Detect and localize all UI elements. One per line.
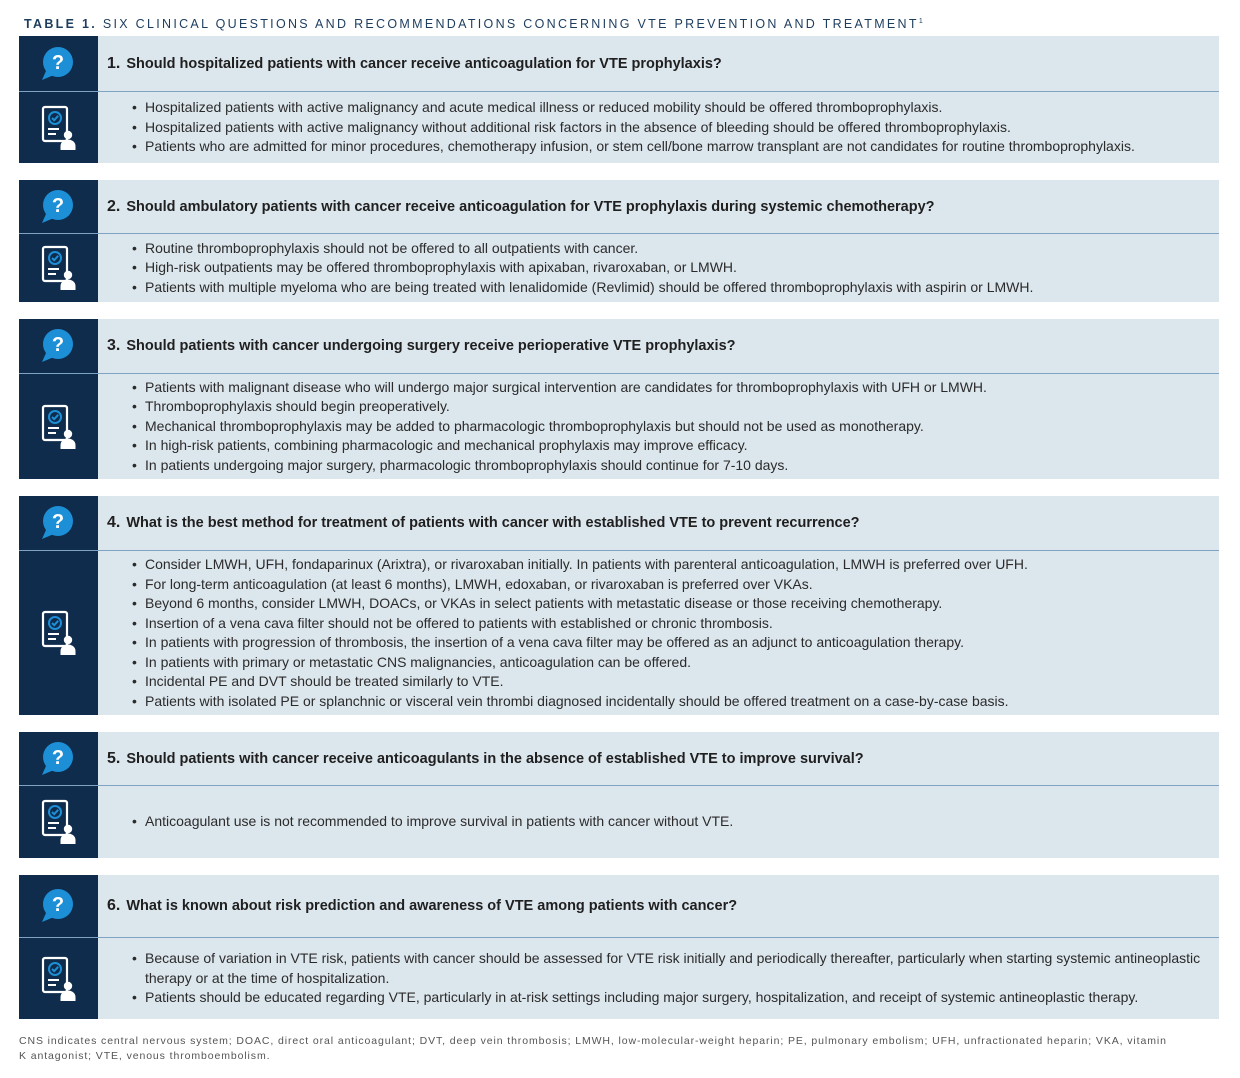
question-text: 2. Should ambulatory patients with cancer receive anticoagulation for VTE prophylaxis during systemic chemotherapy? [107,197,935,215]
question-row [19,496,1219,551]
recommendation-row [19,786,1219,858]
recommendation-item: • Hospitalized patients with active malignancy and acute medical illness or reduced mobility should be offered thromboprophylaxis. [132,98,1213,118]
recommendation-item: • In patients undergoing major surgery, pharmacologic thromboprophylaxis should continue for 7-10 days. [132,456,1213,476]
table-label: TABLE 1. [24,17,98,31]
recommendation-list [132,378,1213,476]
clipboard-patient-icon [19,938,98,1019]
clipboard-patient-icon [19,786,98,858]
recommendation-item: • In high-risk patients, combining pharmacologic and mechanical prophylaxis may improve efficacy. [132,436,1213,456]
recommendation-item: • Patients with multiple myeloma who are being treated with lenalidomide (Revlimid) should be offered thromboprophylaxis with aspirin or LMWH. [132,278,1213,298]
recommendation-item: • Hospitalized patients with active malignancy without additional risk factors in the absence of bleeding should be offered thromboprophylaxis. [132,118,1213,138]
recommendation-item: • Anticoagulant use is not recommended to improve survival in patients with cancer without VTE. [132,812,1213,832]
recommendation-item: • Thromboprophylaxis should begin preoperatively. [132,397,1213,417]
clipboard-patient-icon [19,374,98,479]
recommendation-row [19,234,1219,302]
svg-text:?: ? [51,51,64,74]
recommendation-item: • Patients with malignant disease who will undergo major surgical intervention are candidates for thromboprophylaxis with UFH or LMWH. [132,378,1213,398]
question-text: 6. What is known about risk prediction and awareness of VTE among patients with cancer? [107,897,738,914]
question-bubble-icon [19,36,98,91]
svg-text:?: ? [51,334,64,356]
question-block-5 [19,732,1219,858]
recommendation-item: • Beyond 6 months, consider LMWH, DOACs, or VKAs in select patients with metastatic disease or those receiving chemotherapy. [132,594,1213,614]
question-block-1 [19,36,1219,163]
svg-text:?: ? [51,194,64,217]
question-bubble-icon [19,319,98,373]
recommendation-item: • Patients who are admitted for minor procedures, chemotherapy infusion, or stem cell/bone marrow transplant are not candidates for routine thromboprophylaxis. [132,137,1213,157]
svg-text:?: ? [51,511,64,533]
recommendation-item: • Incidental PE and DVT should be treated similarly to VTE. [132,672,1213,692]
question-row [19,319,1219,374]
question-block-2 [19,180,1219,302]
table-title-text: SIX CLINICAL QUESTIONS AND RECOMMENDATIONS CONCERNING VTE PREVENTION AND TREATMENT [102,17,919,31]
recommendation-item: • Consider LMWH, UFH, fondaparinux (Arixtra), or rivaroxaban initially. In patients with parenteral anticoagulation, LMWH is preferred over UFH. [132,555,1213,575]
recommendation-item: • Patients with isolated PE or splanchnic or visceral vein thrombi diagnosed incidentally should be offered treatment on a case-by-case basis. [132,692,1213,712]
recommendation-item: • Patients should be educated regarding VTE, particularly in at-risk settings including major surgery, hospitalization, and receipt of systemic antineoplastic therapy. [132,988,1213,1008]
question-text: 5. Should patients with cancer receive anticoagulants in the absence of established VTE to improve survival? [107,749,864,767]
recommendation-row [19,374,1219,479]
table-title [24,17,923,31]
recommendation-item: • Because of variation in VTE risk, patients with cancer should be assessed for VTE risk initially and periodically thereafter, particularly when starting systemic antineoplastic therapy or at the time of hospitalization. [132,949,1213,988]
recommendation-item: • For long-term anticoagulation (at least 6 months), LMWH, edoxaban, or rivaroxaban is preferred over VKAs. [132,575,1213,595]
recommendation-item: • Mechanical thromboprophylaxis may be added to pharmacologic thromboprophylaxis but should not be used as monotherapy. [132,417,1213,437]
recommendation-row [19,92,1219,163]
recommendation-item: • In patients with progression of thrombosis, the insertion of a vena cava filter may be offered as an adjunct to anticoagulation therapy. [132,633,1213,653]
question-text: 1. Should hospitalized patients with cancer receive anticoagulation for VTE prophylaxis? [107,54,722,72]
clipboard-patient-icon [19,92,98,163]
clipboard-patient-icon [19,551,98,715]
recommendation-row [19,551,1219,715]
question-block-6 [19,875,1219,1019]
recommendation-item: • High-risk outpatients may be offered thromboprophylaxis with apixaban, rivaroxaban, or LMWH. [132,258,1213,278]
question-bubble-icon [19,496,98,550]
question-row [19,180,1219,234]
question-bubble-icon [19,180,98,233]
question-block-4 [19,496,1219,715]
clipboard-patient-icon [19,234,98,302]
recommendation-list [132,239,1213,298]
title-reference: 1 [918,17,923,25]
question-block-3 [19,319,1219,479]
svg-text:?: ? [51,894,64,916]
svg-text:?: ? [51,746,64,769]
recommendation-list [132,555,1213,711]
question-row [19,732,1219,786]
question-row [19,36,1219,92]
recommendation-item: • Insertion of a vena cava filter should not be offered to patients with established or chronic thrombosis. [132,614,1213,634]
question-text: 4. What is the best method for treatment of patients with cancer with established VTE to prevent recurrence? [107,514,860,531]
abbreviations-footnote: CNS indicates central nervous system; DOAC, direct oral anticoagulant; DVT, deep vein thrombosis; LMWH, low-molecular-weight heparin; PE, pulmonary embolism; UFH, unfractionated heparin; VKA, vitamin K antagonist; VTE, venous thromboembolism. [19,1035,1167,1062]
question-text: 3. Should patients with cancer undergoing surgery receive perioperative VTE prophylaxis? [107,337,736,354]
question-bubble-icon [19,732,98,785]
recommendation-item: • In patients with primary or metastatic CNS malignancies, anticoagulation can be offered. [132,653,1213,673]
question-row [19,875,1219,938]
recommendation-list [132,949,1213,1008]
recommendation-list [132,98,1213,157]
recommendation-list [132,812,1213,832]
recommendation-item: • Routine thromboprophylaxis should not be offered to all outpatients with cancer. [132,239,1213,259]
recommendation-row [19,938,1219,1019]
question-bubble-icon [19,875,98,937]
